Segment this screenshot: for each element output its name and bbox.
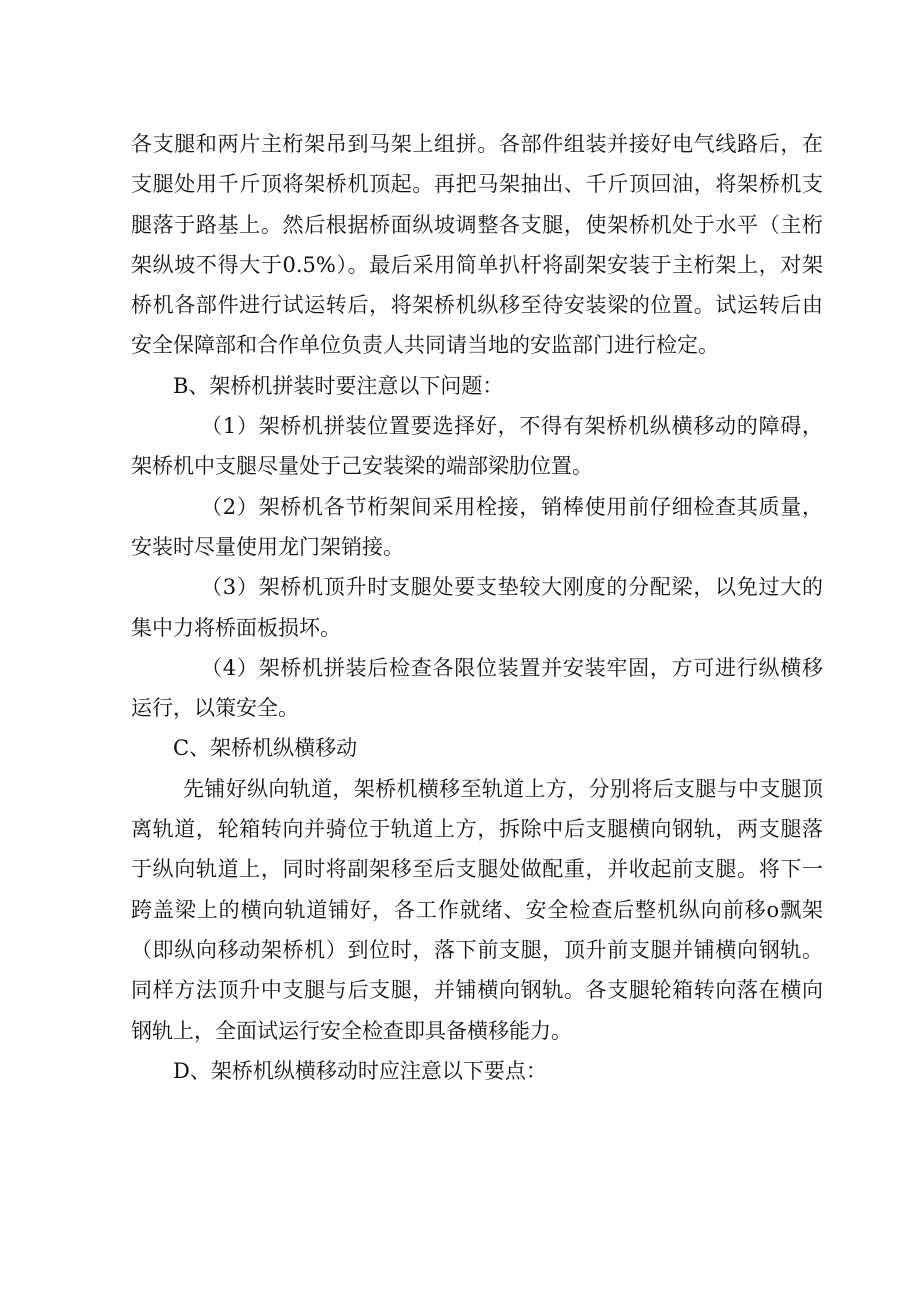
list-item-2: （2）架桥机各节桁架间采用栓接，销棒使用前仔细检查其质量，安装时尽量使用龙门架销接。 <box>131 494 823 559</box>
list-item-1: （1）架桥机拼装位置要选择好，不得有架桥机纵横移动的障碍，架桥机中支腿尽量处于己安装梁的端部梁肋位置。 <box>131 414 823 479</box>
paragraph-longitudinal-movement: 先铺好纵向轨道，架桥机横移至轨道上方，分别将后支腿与中支腿顶离轨道，轮箱转向并骑位于轨道上方，拆除中后支腿横向钢轨，两支腿落于纵向轨道上，同时将副架移至后支腿处做配重，并收起前支腿。将下一跨盖梁上的横向轨道铺好，各工作就绪、安全检查后整机纵向前移o飘架（即纵向移动架桥机）到位时，落下前支腿，顶升前支腿并铺横向钢轨。同样方法顶升中支腿与后支腿，并铺横向钢轨。各支腿轮箱转向落在横向钢轨上，全面试运行安全检查即具备横移能力。 <box>131 776 823 1043</box>
section-heading-b: B、架桥机拼装时要注意以下问题： <box>173 373 504 398</box>
paragraph-assembly-procedure: 各支腿和两片主桁架吊到马架上组拼。各部件组装并接好电气线路后，在支腿处用千斤顶将架桥机顶起。再把马架抽出、千斤顶回油，将架桥机支腿落于路基上。然后根据桥面纵坡调整各支腿，使架桥机处于水平（主桁架纵坡不得大于0.5%）。最后采用简单扒杆将副架安装于主桁架上，对架桥机各部件进行试运转后，将架桥机纵移至待安装梁的位置。试运转后由安全保障部和合作单位负责人共同请当地的安监部门进行检定。 <box>131 132 823 358</box>
section-heading-c: C、架桥机纵横移动 <box>173 736 358 761</box>
list-item-4: （4）架桥机拼装后检查各限位装置并安装牢固，方可进行纵横移运行，以策安全。 <box>131 655 823 721</box>
list-item-3: （3）架桥机顶升时支腿处要支垫较大刚度的分配梁，以免过大的集中力将桥面板损坏。 <box>131 575 823 640</box>
document-body <box>131 124 823 1091</box>
section-heading-d: D、架桥机纵横移动时应注意以下要点： <box>173 1058 547 1083</box>
